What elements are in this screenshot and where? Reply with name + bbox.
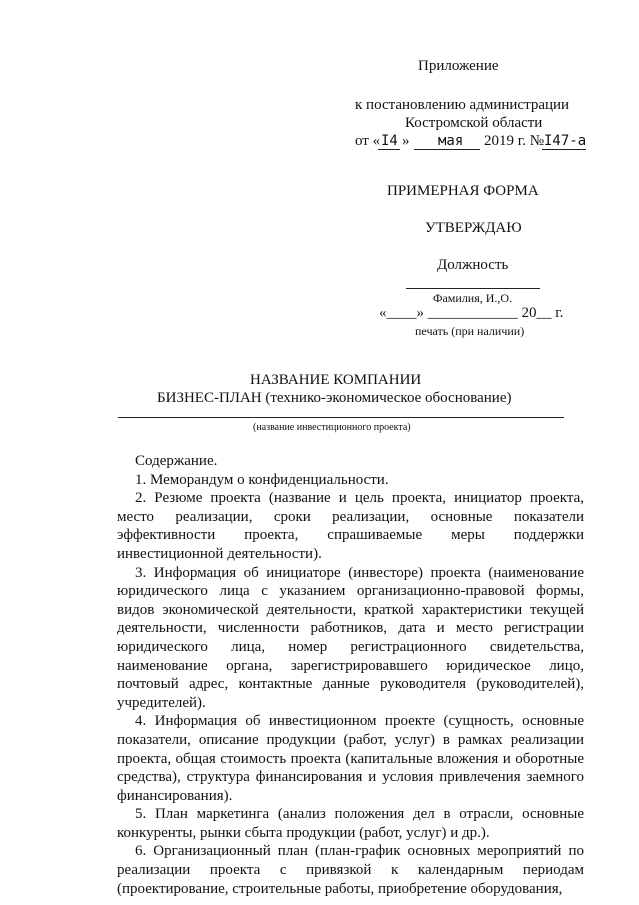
resolution-label: к постановлению администрации [355, 97, 570, 113]
date-mid: » [402, 133, 410, 149]
date-number: I47-а [544, 133, 587, 149]
list-item: 4. Информация об инвестиционном проекте (сущность, основные показатели, описание продукции (работ, услуг) в рамках реализации проекта, общая стоимость проекта (капитальные вложения и оборотные средства), структура финансирования и условия привлечения заемного финансирования). [117, 713, 584, 804]
list-item: 2. Резюме проекта (название и цель проекта, инициатор проекта, место реализации, сроки реализации, основные показатели эффективности проекта, спрашиваемые меры поддержки инвестиционной деятельности). [117, 490, 584, 562]
date-number-underline [542, 149, 586, 150]
contents-section [117, 452, 584, 898]
form-title: ПРИМЕРНАЯ ФОРМА [387, 183, 539, 199]
date-year: 2019 г. № [484, 133, 545, 149]
project-name-caption: (название инвестиционного проекта) [253, 422, 411, 433]
date-day: I4 [381, 133, 398, 149]
stamp-caption: печать (при наличии) [415, 324, 525, 338]
date-month: мая [438, 133, 464, 149]
region-label: Костромской области [405, 115, 543, 131]
position-label: Должность [437, 257, 509, 273]
date-prefix: от « [355, 133, 381, 149]
list-item: 1. Меморандум о конфиденциальности. [135, 471, 389, 488]
date-month-underline [414, 149, 480, 150]
list-item: 3. Информация об инициаторе (инвесторе) проекта (наименование юридического лица с указанием организационно-правовой формы, видов экономической деятельности, краткой характеристики текущей деятельности, численности работников, дата и место регистрации юридического лица, номер регистрационного свидетельства, наименование органа, зарегистрировавшего юридическое лицо, почтовый адрес, контактные данные руководителя (руководителей), учредителей). [117, 564, 584, 711]
company-name: НАЗВАНИЕ КОМПАНИИ [250, 372, 422, 388]
plan-title: БИЗНЕС-ПЛАН (технико-экономическое обоснование) [157, 390, 512, 406]
list-item: 5. План маркетинга (анализ положения дел в отрасли, основные конкуренты, рынки сбыта продукции (работ, услуг) и др.). [117, 806, 584, 841]
name-caption: Фамилия, И.,О. [433, 291, 513, 305]
contents-heading: Содержание. [135, 453, 218, 469]
appendix-label: Приложение [418, 58, 499, 74]
approval-date-line: «____» ____________ 20__ г. [379, 305, 564, 321]
project-name-line [118, 417, 564, 418]
list-item: 6. Организационный план (план-график основных мероприятий по реализации проекта с привязкой к календарным периодам (проектирование, строительные работы, приобретение оборудования, [117, 843, 584, 897]
date-day-underline [378, 149, 400, 150]
approve-label: УТВЕРЖДАЮ [425, 220, 522, 236]
